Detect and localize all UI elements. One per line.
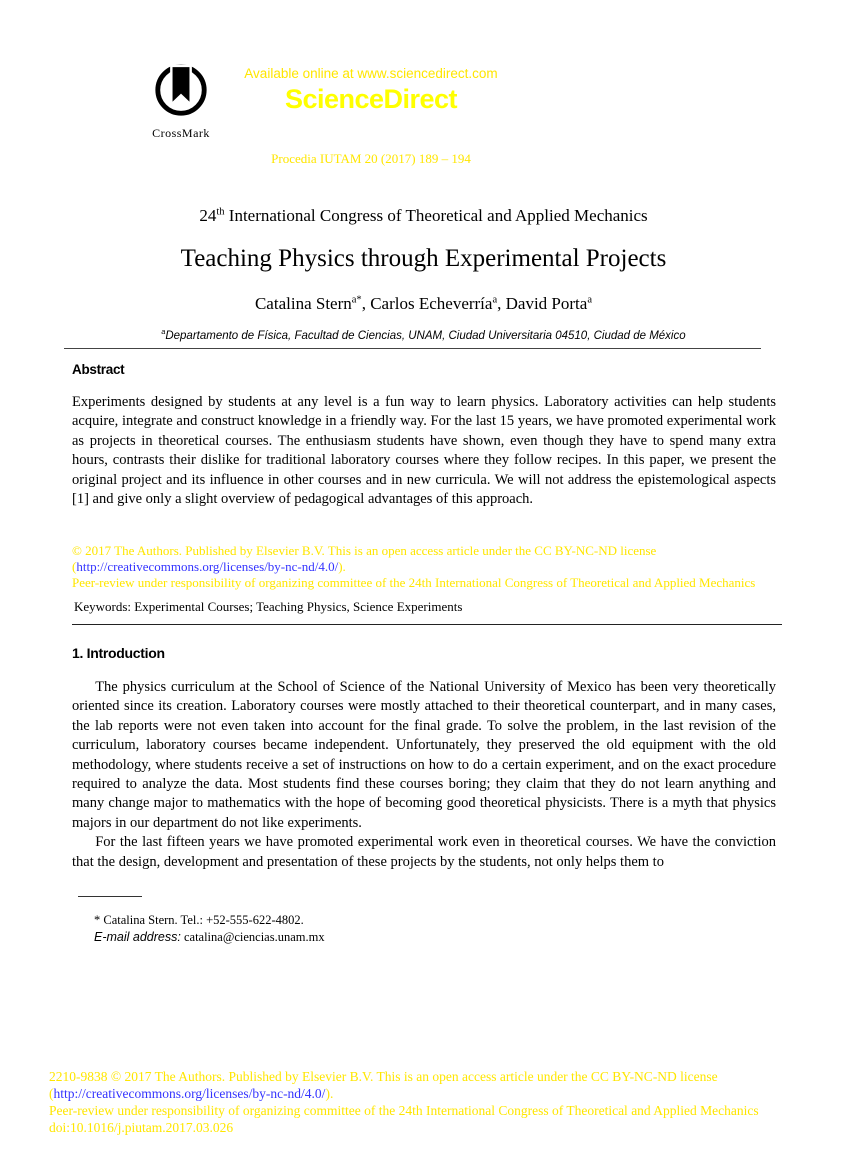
author-name: Carlos Echeverría [370,294,493,313]
author-affiliation-mark: a [492,294,498,306]
abstract-heading: Abstract [72,362,125,377]
affiliation-line [72,330,775,342]
author-separator: , [361,294,371,313]
footnote-divider [78,896,142,897]
license-url-line [72,559,792,575]
paren-close: ). [338,558,346,574]
author-affiliation-mark: a* [351,294,362,306]
copyright-line: © 2017 The Authors. Published by Elsevier B.V. This is an open access article under the CC BY-NC-ND license [72,543,657,558]
keywords-divider [72,624,782,625]
paren-open: ( [72,558,77,574]
issn-copyright-line: 2210-9838 © 2017 The Authors. Published by Elsevier B.V. This is an open access article under the CC BY-NC-ND license [49,1069,718,1084]
email-address[interactable]: catalina@ciencias.unam.mx [180,930,325,944]
keywords-line: Keywords: Experimental Courses; Teaching Physics, Science Experiments [74,599,463,614]
author-name: Catalina Stern [254,294,352,313]
sciencedirect-logo[interactable]: ScienceDirect [284,84,458,114]
journal-citation-line: Procedia IUTAM 20 (2017) 189 – 194 [271,151,471,166]
header-divider [64,348,761,349]
affiliation-superscript: a [161,328,166,337]
author-name: David Porta [505,294,588,313]
congress-number: 24 [199,206,217,225]
license-block [72,543,792,590]
affiliation-text: Departamento de Física, Facultad de Ciencias, UNAM, Ciudad Universitaria 04510, Ciudad de México [165,330,686,342]
congress-line [72,206,775,226]
email-label: E-mail address: [94,930,181,944]
paren-close: ). [325,1086,334,1101]
doi-line: doi:10.1016/j.piutam.2017.03.026 [49,1120,234,1135]
email-line [94,929,594,946]
congress-text: International Congress of Theoretical and Applied Mechanics [224,206,648,225]
imprint-url-line [49,1085,829,1102]
available-online-line: Available online at www.sciencedirect.com [244,66,498,81]
crossmark-label: CrossMark [152,126,210,140]
author-line [72,294,775,314]
peer-review-line: Peer-review under responsibility of organizing committee of the 24th International Congress of Theoretical and Applied Mechanics [49,1103,759,1118]
introduction-text [72,678,776,872]
paren-open: ( [49,1086,54,1101]
corresponding-author-line: * Catalina Stern. Tel.: +52-555-622-4802. [94,913,304,927]
author-separator: , [497,294,506,313]
creativecommons-link[interactable]: http://creativecommons.org/licenses/by-nc-nd/4.0/ [53,1086,326,1101]
footnote-block [94,912,594,946]
author-affiliation-mark: a [587,294,593,306]
paper-title: Teaching Physics through Experimental Projects [180,245,667,272]
section-heading-introduction: 1. Introduction [72,645,165,661]
abstract-text: Experiments designed by students at any level is a fun way to learn physics. Laboratory activities can help students acquire, integrate and construct knowledge in a friendly way. For the last 15 years, we have promoted experimental work as projects in theoretical courses. The enthusiasm students have shown, even though they have to spend many extra hours, contrasts their dislike for traditional laboratory courses where they follow recipes. In this paper, we present the original project and its influence in other courses and in new curricula. We will not address the epistemological aspects [1] and give only a slight overview of pedagogical advantages of this approach. [72,394,776,508]
imprint-block [49,1068,829,1136]
congress-superscript: th [216,206,225,218]
peer-review-line: Peer-review under responsibility of organizing committee of the 24th International Congress of Theoretical and Applied Mechanics [72,574,756,590]
introduction-paragraph-2: For the last fifteen years we have promoted experimental work even in theoretical courses. We have the conviction that the design, development and presentation of these projects by the students, not only helps them to [72,834,776,870]
creativecommons-link[interactable]: http://creativecommons.org/licenses/by-nc-nd/4.0/ [76,558,339,574]
introduction-paragraph-1: The physics curriculum at the School of Science of the National University of Mexico has been very theoretically oriented since its creation. Laboratory courses were mostly attached to their theoretical counterpart, and in many cases, the lab reports were not even taken into account for the final grade. To solve the problem, in the last revision of the curriculum, laboratory courses became independent. Unfortunately, they preserved the old equipment with the old methodology, where students receive a set of instructions on how to do a certain experiment, and on the exact procedure required to analyze the data. Most students find these courses boring; they claim that they do not learn anything and many change major to mathematics with the hope of becoming good theoretical physicists. There is a myth that physics majors in our department do not like experiments. [72,679,776,831]
